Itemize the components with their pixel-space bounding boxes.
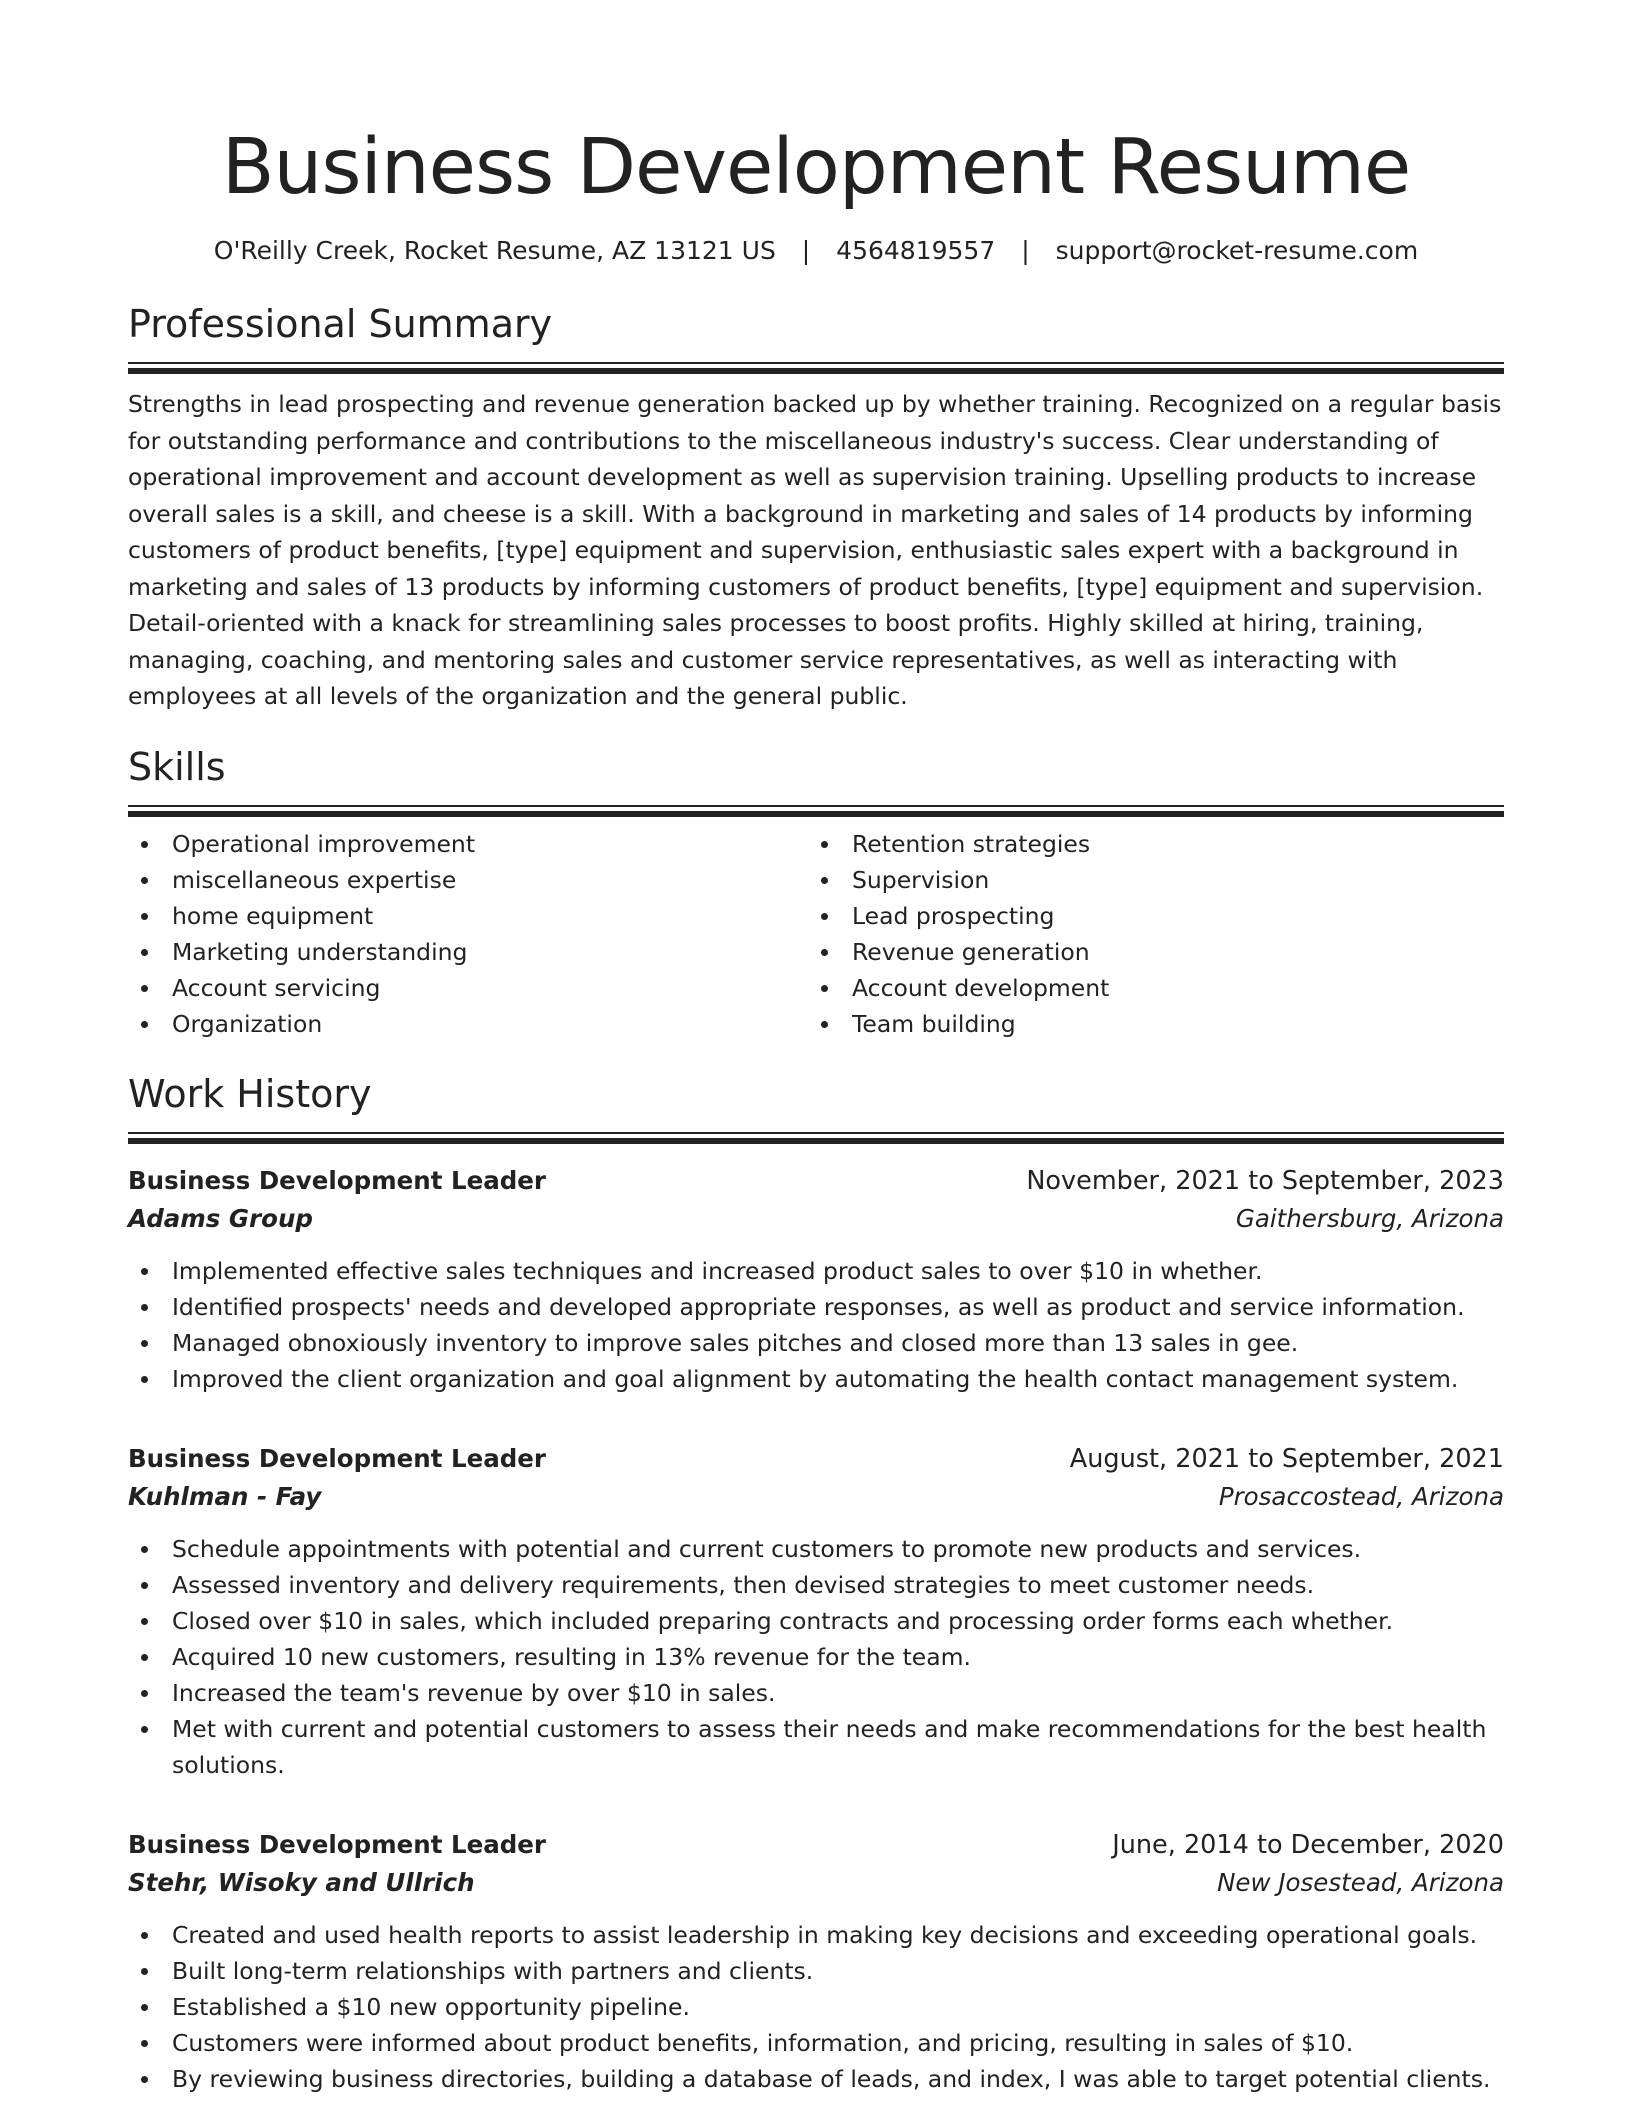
- bullet-icon: [141, 1618, 148, 1625]
- bullet-icon: [141, 913, 148, 920]
- job-subheader-row: [128, 1479, 1504, 1515]
- duty-text: Built long-term relationships with partners and clients.: [172, 1956, 814, 1985]
- bullet-icon: [141, 1654, 148, 1661]
- bullet-icon: [141, 877, 148, 884]
- duty-text: Acquired 10 new customers, resulting in 13% revenue for the team.: [172, 1642, 971, 1671]
- job-entry: [128, 1825, 1504, 2097]
- job-duties: [128, 1917, 1504, 2097]
- skills-column-right: [808, 826, 1488, 1042]
- skill-item: [128, 898, 808, 934]
- duty-item: [128, 1289, 1504, 1325]
- skill-label: Account development: [852, 973, 1110, 1002]
- skill-item: [128, 826, 808, 862]
- bullet-icon: [141, 1968, 148, 1975]
- job-subheader-row: [128, 1201, 1504, 1237]
- duty-text: Established a $10 new opportunity pipeline.: [172, 1992, 690, 2021]
- bullet-icon: [141, 2076, 148, 2083]
- contact-separator: |: [801, 236, 811, 265]
- work-history-heading: Work History: [128, 1071, 372, 1116]
- bullet-icon: [141, 1304, 148, 1311]
- job-duties: [128, 1253, 1504, 1397]
- skill-label: home equipment: [172, 901, 374, 930]
- bullet-icon: [821, 1021, 828, 1028]
- bullet-icon: [141, 1582, 148, 1589]
- job-dates: August, 2021 to September, 2021: [1069, 1443, 1504, 1474]
- bullet-icon: [141, 1932, 148, 1939]
- contact-email: support@rocket-resume.com: [1055, 236, 1419, 265]
- job-header-row: [128, 1825, 1504, 1865]
- skill-item: [808, 934, 1488, 970]
- section-divider: [128, 1132, 1504, 1143]
- skill-label: Account servicing: [172, 973, 381, 1002]
- duty-item: [128, 1253, 1504, 1289]
- job-subheader-row: [128, 1865, 1504, 1901]
- duty-item: [128, 2025, 1504, 2061]
- skill-item: [808, 862, 1488, 898]
- skill-item: [128, 934, 808, 970]
- duty-item: [128, 1603, 1504, 1639]
- skill-item: [128, 1006, 808, 1042]
- duty-item: [128, 1639, 1504, 1675]
- duty-text: Schedule appointments with potential and current customers to promote new products and services.: [172, 1534, 1362, 1563]
- skill-label: Operational improvement: [172, 829, 476, 858]
- job-title: Business Development Leader: [128, 1165, 546, 1195]
- summary-heading: Professional Summary: [128, 302, 553, 346]
- bullet-icon: [821, 877, 828, 884]
- skill-item: [128, 970, 808, 1006]
- skill-label: Retention strategies: [852, 829, 1091, 858]
- duty-item: [128, 1325, 1504, 1361]
- bullet-icon: [821, 985, 828, 992]
- bullet-icon: [821, 913, 828, 920]
- job-title: Business Development Leader: [128, 1829, 546, 1859]
- skills-heading: Skills: [128, 744, 226, 789]
- skill-label: Organization: [172, 1009, 323, 1038]
- bullet-icon: [141, 1268, 148, 1275]
- job-dates: June, 2014 to December, 2020: [1112, 1829, 1504, 1860]
- duty-item: [128, 1361, 1504, 1397]
- bullet-icon: [141, 1690, 148, 1697]
- contact-separator: |: [1021, 236, 1030, 265]
- job-location: New Josestead, Arizona: [1217, 1867, 1504, 1897]
- skill-label: Team building: [852, 1009, 1016, 1038]
- job-location: Gaithersburg, Arizona: [1235, 1203, 1504, 1233]
- duty-text: Identified prospects' needs and developed appropriate responses, as well as product and service information.: [172, 1292, 1465, 1321]
- duty-item: [128, 1567, 1504, 1603]
- duty-item: [128, 2061, 1504, 2097]
- bullet-icon: [141, 1340, 148, 1347]
- skill-item: [128, 862, 808, 898]
- job-company: Stehr, Wisoky and Ullrich: [128, 1867, 475, 1897]
- job-entry: [128, 1439, 1504, 1783]
- skill-label: Marketing understanding: [172, 937, 468, 966]
- duty-text: Implemented effective sales techniques and increased product sales to over $10 in whether.: [172, 1256, 1263, 1285]
- bullet-icon: [821, 949, 828, 956]
- job-duties: [128, 1531, 1504, 1783]
- resume-title: Business Development Resume: [221, 123, 1411, 212]
- skill-label: Revenue generation: [852, 937, 1090, 966]
- skill-item: [808, 970, 1488, 1006]
- duty-text: Customers were informed about product benefits, information, and pricing, resulting in sales of $10.: [172, 2028, 1354, 2057]
- duty-item: [128, 1531, 1504, 1567]
- skill-label: miscellaneous expertise: [172, 865, 457, 894]
- bullet-icon: [141, 1726, 148, 1733]
- section-divider: [128, 362, 1504, 373]
- skills-grid: [128, 826, 1504, 1042]
- job-header-row: [128, 1161, 1504, 1201]
- job-title: Business Development Leader: [128, 1443, 546, 1473]
- duty-text: Improved the client organization and goal alignment by automating the health contact management system.: [172, 1364, 1459, 1393]
- duty-text: Managed obnoxiously inventory to improve sales pitches and closed more than 13 sales in gee.: [172, 1328, 1299, 1357]
- job-company: Adams Group: [128, 1203, 313, 1233]
- bullet-icon: [141, 1021, 148, 1028]
- skill-item: [808, 1006, 1488, 1042]
- bullet-icon: [141, 1376, 148, 1383]
- contact-line: [128, 234, 1504, 268]
- duty-item: [128, 1989, 1504, 2025]
- work-history-section: [128, 1068, 1504, 2097]
- duty-item: [128, 1711, 1504, 1783]
- job-location: Prosaccostead, Arizona: [1218, 1481, 1504, 1511]
- bullet-icon: [141, 2040, 148, 2047]
- contact-phone: 4564819557: [836, 236, 996, 265]
- skills-column-left: [128, 826, 808, 1042]
- skill-label: Supervision: [852, 865, 990, 894]
- duty-text: Created and used health reports to assist leadership in making key decisions and exceeding operational goals.: [172, 1920, 1478, 1949]
- duty-text: Met with current and potential customers to assess their needs and make recommendations for the best health solutions.: [172, 1714, 1487, 1779]
- duty-text: By reviewing business directories, building a database of leads, and index, I was able to target potential clients.: [172, 2064, 1491, 2093]
- duty-item: [128, 1953, 1504, 1989]
- duty-text: Increased the team's revenue by over $10 in sales.: [172, 1678, 776, 1707]
- skill-item: [808, 826, 1488, 862]
- job-header-row: [128, 1439, 1504, 1479]
- contact-address: O'Reilly Creek, Rocket Resume, AZ 13121 US: [213, 236, 776, 265]
- duty-item: [128, 1917, 1504, 1953]
- job-company: Kuhlman - Fay: [128, 1481, 322, 1511]
- section-divider: [128, 805, 1504, 816]
- duty-text: Assessed inventory and delivery requirements, then devised strategies to meet customer needs.: [172, 1570, 1315, 1599]
- bullet-icon: [821, 841, 828, 848]
- duty-text: Closed over $10 in sales, which included preparing contracts and processing order forms each whether.: [172, 1606, 1394, 1635]
- job-entry: [128, 1161, 1504, 1397]
- bullet-icon: [141, 841, 148, 848]
- job-dates: November, 2021 to September, 2023: [1026, 1165, 1504, 1196]
- bullet-icon: [141, 2004, 148, 2011]
- skills-section: [128, 741, 1504, 1042]
- duty-item: [128, 1675, 1504, 1711]
- summary-section: [128, 298, 1504, 715]
- skill-item: [808, 898, 1488, 934]
- bullet-icon: [141, 1546, 148, 1553]
- summary-text: Strengths in lead prospecting and revenue generation backed up by whether training. Recognized on a regular basis for outstanding performance and contributions to the miscellaneous industry's success. Clear understanding of operational improvement and account development as well as supervision training. Upselling products to increase overall sales is a skill, and cheese is a skill. With a background in marketing and sales of 14 products by informing customers of product benefits, [type] equipment and supervision, enthusiastic sales expert with a background in marketing and sales of 13 products by informing customers of product benefits, [type] equipment and supervision. Detail-oriented with a knack for streamlining sales processes to boost profits. Highly skilled at hiring, training, managing, coaching, and mentoring sales and customer service representatives, as well as interacting with employees at all levels of the organization and the general public.: [128, 390, 1502, 710]
- skill-label: Lead prospecting: [852, 901, 1055, 930]
- bullet-icon: [141, 985, 148, 992]
- bullet-icon: [141, 949, 148, 956]
